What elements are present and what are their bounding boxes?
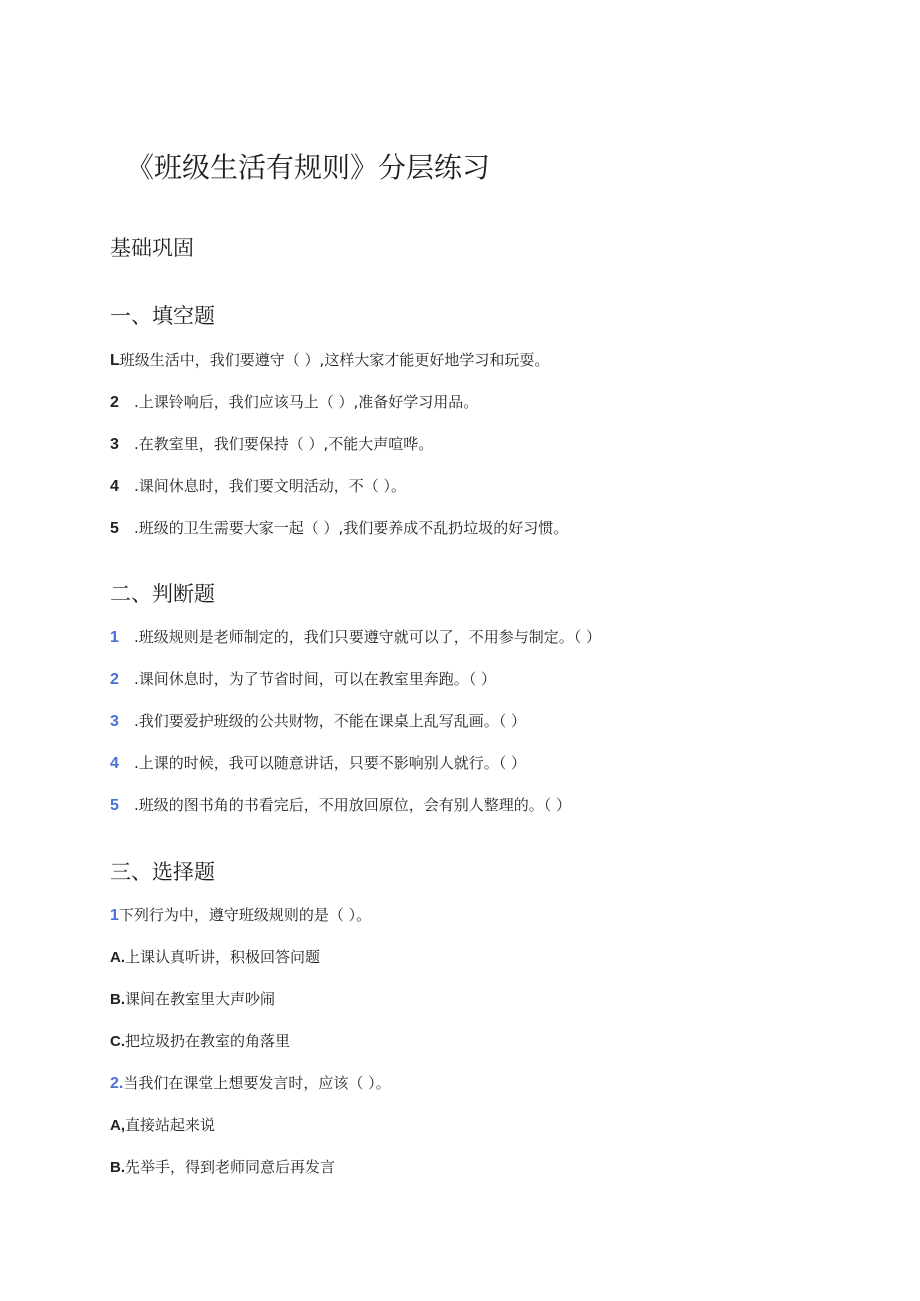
fill-item-number: L: [110, 352, 120, 369]
option-label: A,: [110, 1117, 125, 1134]
judge-item-2: [110, 669, 496, 690]
option-text: 先举手，得到老师同意后再发言: [125, 1158, 336, 1176]
judge-item-number: 1: [110, 629, 119, 646]
level-heading: 基础巩固: [110, 236, 194, 260]
fill-item-text: 班级生活中，我们要遵守（ ）,这样大家才能更好地学习和玩耍。: [119, 351, 550, 369]
judge-item-number: 3: [110, 713, 119, 730]
judge-item-text: .课间休息时，为了节省时间，可以在教室里奔跑。（ ）: [134, 670, 497, 688]
option-label: C.: [110, 1033, 125, 1050]
page-title: 《班级生活有规则》分层练习: [126, 151, 491, 184]
choice-option-c: [110, 1031, 290, 1052]
fill-item-number: 5: [110, 520, 119, 537]
judge-item-1: [110, 627, 601, 648]
option-text: 课间在教室里大声吵闹: [125, 990, 276, 1008]
fill-item-5: [110, 518, 568, 539]
choice-option-a: [110, 1115, 215, 1136]
fill-item-number: 2: [110, 394, 119, 411]
fill-item-number: 4: [110, 478, 119, 495]
section-choice-title: 三、选择题: [110, 860, 215, 884]
section-judge-title: 二、判断题: [110, 582, 215, 606]
judge-item-number: 2: [110, 671, 119, 688]
choice-question-number: 1: [110, 907, 119, 924]
judge-item-text: .班级规则是老师制定的，我们只要遵守就可以了，不用参与制定。（ ）: [134, 628, 602, 646]
option-label: B.: [110, 991, 125, 1008]
judge-item-number: 4: [110, 755, 119, 772]
choice-question-text: 当我们在课堂上想要发言时，应该（ ）。: [123, 1074, 391, 1092]
judge-item-text: .上课的时候，我可以随意讲话，只要不影响别人就行。（ ）: [134, 754, 527, 772]
fill-item-3: [110, 434, 433, 455]
option-text: 把垃圾扔在教室的角落里: [125, 1032, 291, 1050]
fill-item-4: [110, 476, 406, 497]
choice-question-1: [110, 905, 371, 926]
judge-item-text: .我们要爱护班级的公共财物，不能在课桌上乱写乱画。（ ）: [134, 712, 527, 730]
choice-option-a: [110, 947, 320, 968]
fill-item-text: .上课铃响后，我们应该马上（ ）,准备好学习用品。: [134, 393, 479, 411]
choice-option-b: [110, 1157, 335, 1178]
option-label: B.: [110, 1159, 125, 1176]
judge-item-number: 5: [110, 797, 119, 814]
section-fill-title: 一、填空题: [110, 304, 215, 328]
judge-item-3: [110, 711, 526, 732]
judge-item-text: .班级的图书角的书看完后，不用放回原位，会有别人整理的。（ ）: [134, 796, 572, 814]
fill-item-1: [110, 350, 549, 371]
fill-item-number: 3: [110, 436, 119, 453]
judge-item-4: [110, 753, 526, 774]
fill-item-text: .班级的卫生需要大家一起（ ）,我们要养成不乱扔垃圾的好习惯。: [134, 519, 569, 537]
judge-item-5: [110, 795, 571, 816]
choice-option-b: [110, 989, 275, 1010]
fill-item-text: .在教室里，我们要保持（ ）,不能大声喧哗。: [134, 435, 434, 453]
choice-question-text: 下列行为中，遵守班级规则的是（ ）。: [118, 906, 372, 924]
fill-item-text: .课间休息时，我们要文明活动，不（ ）。: [134, 477, 407, 495]
option-text: 上课认真听讲，积极回答问题: [125, 948, 321, 966]
choice-question-number: 2.: [110, 1075, 124, 1092]
option-label: A.: [110, 949, 125, 966]
fill-item-2: [110, 392, 478, 413]
choice-question-2: [110, 1073, 391, 1094]
option-text: 直接站起来说: [125, 1116, 216, 1134]
